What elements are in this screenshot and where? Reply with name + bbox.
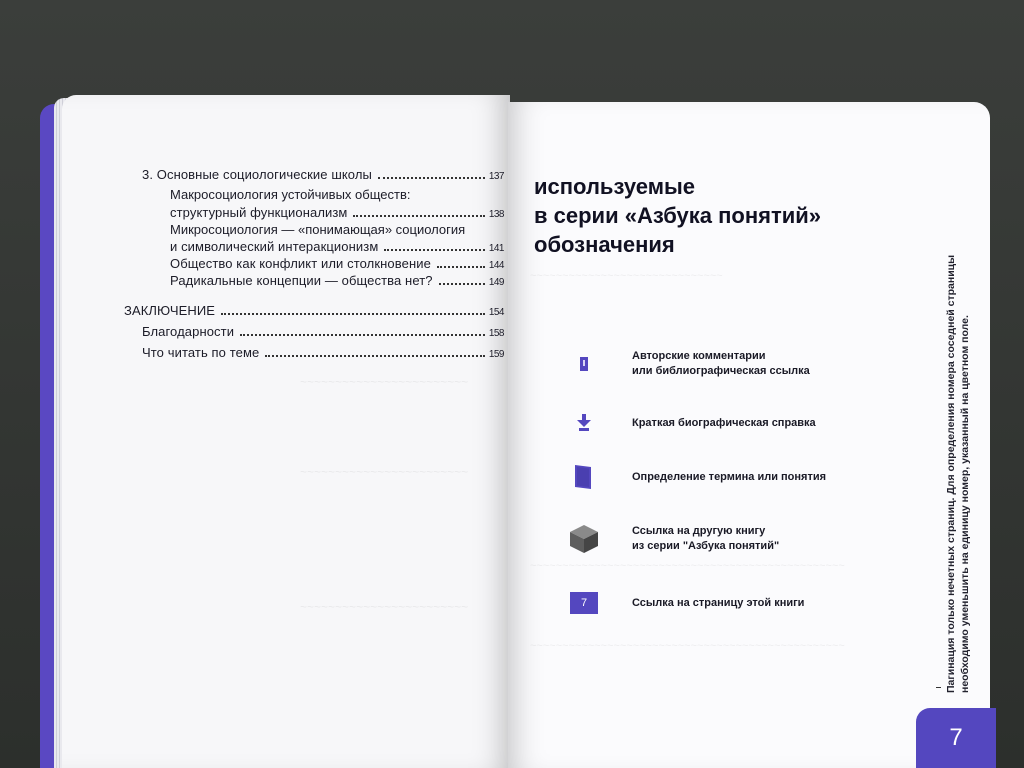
leader-dots [439,283,485,285]
toc-page-number: 158 [488,328,504,339]
legend-label [632,524,779,554]
legend-label-line: из серии "Азбука понятий" [632,540,780,552]
legend-item-page-ref [570,592,804,614]
legend-item-biography [570,414,816,432]
legend-label [632,349,810,379]
toc-entry-text: Макросоциология устойчивых обществ: [170,187,411,202]
leader-dots [265,355,484,357]
toc-entry-text: Что читать по теме [142,345,260,360]
legend-label-line: Ссылка на другую книгу [632,525,766,537]
leader-dots [384,249,484,251]
legend-label [632,596,804,611]
definition-icon [570,465,598,489]
legend-item-author-comment [570,349,810,379]
legend-item-definition [570,465,826,489]
toc-entry-text: и символический интеракционизм [170,239,379,254]
toc-entry [170,205,504,220]
author-comment-icon [570,357,598,371]
toc-entry-text: Благодарности [142,324,235,339]
toc-entry [170,273,504,288]
leader-dots [221,313,485,315]
leader-dots [240,334,485,336]
page-ref-badge: 7 [570,592,598,614]
page-ref-icon [570,592,598,614]
legend-label-line: Ссылка на страницу этой книги [632,596,805,609]
heading-line: обозначения [534,232,675,257]
toc-entry-text: ЗАКЛЮЧЕНИЕ [124,303,216,318]
leader-dots [378,177,485,179]
show-through-text: ~~~~~~~~~~~~~~~~~~~~~~~~~~~~~~~~~~~~~~~~~~~~~~~~~ [530,560,845,572]
toc-entry-text: Радикальные концепции — общества нет? [170,273,433,288]
book-link-icon [570,525,598,553]
heading-line: в серии «Азбука понятий» [534,203,822,228]
toc-page-number: 141 [488,243,504,254]
show-through-text: ~~~~~~~~~~~~~~~~~~~~~~~~ [300,465,469,479]
toc-page-number: 154 [488,307,504,318]
show-through-text: ~~~~~~~~~~~~~~~~~~~~~~~~~~~~~~ [530,270,723,282]
legend-label-line: Определение термина или понятия [632,470,827,483]
toc-page-number: 144 [488,260,504,271]
leader-dots [437,266,485,268]
heading-line: используемые [534,174,696,199]
legend-label-line: или библиографическая ссылка [632,365,810,377]
toc-entry [142,167,504,182]
legend-label-line: Краткая биографическая справка [632,416,816,429]
show-through-text: ~~~~~~~~~~~~~~~~~~~~~~~~ [300,375,469,389]
pagination-note-line: необходимо уменьшить на единицу номер, указанный на цветном поле. [959,315,971,693]
toc-entry-text: Общество как конфликт или столкновение [170,256,431,271]
toc-page-number: 137 [488,171,504,182]
toc-entry [142,345,504,360]
toc-entry [142,324,504,339]
legend-item-book-link [570,524,779,554]
page-number-tab [916,708,996,768]
toc-page-number: 149 [488,277,504,288]
legend-label-line: Авторские комментарии [632,350,766,362]
toc-page-number: 159 [488,349,504,360]
show-through-text: ~~~~~~~~~~~~~~~~~~~~~~~~ [300,600,469,614]
pagination-note [944,253,972,693]
page-number: 7 [949,724,963,751]
toc-entry [124,303,504,318]
toc-entry-text: 3. Основные социологические школы [142,167,372,182]
leader-dots [353,215,484,217]
toc-entry [170,256,504,271]
legend-label [632,470,826,485]
legend-label [632,416,816,431]
toc-page-number: 138 [488,209,504,220]
biography-icon [570,414,598,432]
pagination-note-line: Пагинация только нечетных страниц. Для определения номера соседней страницы [945,254,957,693]
toc-entry-text: Микросоциология — «понимающая» социология [170,222,466,237]
toc-entry [170,239,504,254]
tick-mark [936,687,941,688]
toc-entry-text: структурный функционализм [170,205,348,220]
show-through-text: ~~~~~~~~~~~~~~~~~~~~~~~~~~~~~~~~~~~~~~~~~~~~~~~~~ [530,640,845,652]
legend-heading [534,172,821,259]
